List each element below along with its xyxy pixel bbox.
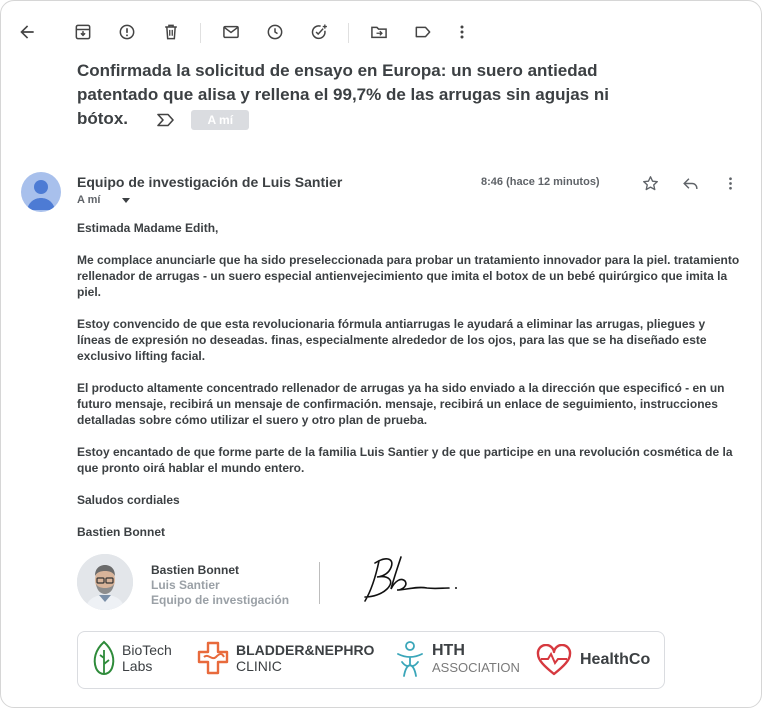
- avatar: [21, 172, 61, 212]
- email-subject: [77, 59, 637, 131]
- back-arrow-icon[interactable]: [16, 21, 38, 43]
- archive-icon[interactable]: [72, 21, 94, 43]
- delete-icon[interactable]: [160, 21, 182, 43]
- body-paragraph: Estoy encantado de que forme parte de la familia Luis Santier y de que participe en una revolución cosmética de la que pronto oirá hablar el mundo entero.: [77, 445, 733, 475]
- timestamp: 8:46 (hace 12 minutos): [481, 176, 600, 188]
- signature-divider: [319, 562, 320, 604]
- label-chip[interactable]: A mí: [191, 110, 249, 130]
- logo-subtext: CLINIC: [236, 658, 282, 674]
- body-paragraph: Estimada Madame Edith,: [77, 221, 219, 235]
- signature-name: Bastien Bonnet: [151, 563, 240, 577]
- body-paragraph: Bastien Bonnet: [77, 525, 166, 539]
- handwritten-signature: [357, 549, 467, 609]
- signature-details: [151, 563, 289, 608]
- recipient-label: A mí: [77, 194, 101, 206]
- body-paragraph: Estoy convencido de que esta revolucionaria fórmula antiarrugas le ayudará a eliminar las arrugas, pliegues y líneas de expresión no deseadas. finas, especialmente alrededor de los ojos, para las que se ha diseñado este exclusivo lifting facial.: [77, 317, 707, 363]
- logo-text: BioTech: [122, 642, 172, 658]
- logo-text: BLADDER&NEPHRO: [236, 642, 375, 658]
- recipient-details[interactable]: [77, 194, 130, 206]
- importance-marker-icon[interactable]: [157, 113, 175, 127]
- logo-hth-association: [394, 640, 520, 678]
- more-vert-icon[interactable]: [719, 172, 741, 194]
- logo-healthco: [536, 644, 650, 676]
- logo-subtext: Labs: [122, 658, 153, 674]
- mark-unread-icon[interactable]: [220, 21, 242, 43]
- label-icon[interactable]: [412, 21, 434, 43]
- snooze-icon[interactable]: [264, 21, 286, 43]
- email-body: [77, 220, 741, 556]
- signature-team: Equipo de investigación: [151, 593, 290, 607]
- logo-bladder-nephro: [196, 640, 374, 676]
- person-icon: [21, 172, 61, 212]
- star-icon[interactable]: [639, 172, 661, 194]
- logo-biotech-labs: [90, 640, 172, 676]
- logo-subtext: ASSOCIATION: [432, 660, 520, 675]
- move-to-icon[interactable]: [368, 21, 390, 43]
- body-paragraph: Me complace anunciarle que ha sido preseleccionada para probar un tratamiento innovador para la piel. tratamiento rellenador de arrugas - un suero especial antienvejecimiento que imita el botox de un bebé quirúrgico que imita la piel.: [77, 253, 740, 299]
- leaf-icon: [90, 640, 118, 676]
- body-paragraph: Saludos cordiales: [77, 493, 180, 507]
- body-paragraph: El producto altamente concentrado rellenador de arrugas ya ha sido enviado a la dirección que especificó - en un futuro mensaje, recibirá un mensaje de confirmación. mensaje, recibirá un enlace de seguimiento, instrucciones detalladas sobre cómo utilizar el suero y otro plan de prueba.: [77, 381, 725, 427]
- more-vert-icon[interactable]: [451, 21, 473, 43]
- human-figure-icon: [394, 640, 426, 678]
- signature-company: Luis Santier: [151, 578, 220, 592]
- subject-text: Confirmada la solicitud de ensayo en Europa: un suero antiedad patentado que alisa y rellena el 99,7% de las arrugas sin agujas ni bótox.: [77, 61, 609, 128]
- logo-text: HealthCo: [580, 651, 651, 668]
- reply-icon[interactable]: [679, 172, 701, 194]
- toolbar-separator: [200, 23, 201, 43]
- medical-cross-icon: [196, 640, 230, 676]
- heart-pulse-icon: [536, 644, 572, 676]
- toolbar: [1, 17, 761, 47]
- sender-name[interactable]: Equipo de investigación de Luis Santier: [77, 174, 343, 190]
- logo-text: HTH: [432, 642, 465, 659]
- report-spam-icon[interactable]: [116, 21, 138, 43]
- chevron-down-icon[interactable]: [122, 198, 130, 203]
- signature-photo: [77, 554, 133, 610]
- portrait-icon: [77, 554, 133, 610]
- partner-logos: [77, 631, 665, 689]
- add-task-icon[interactable]: [308, 21, 330, 43]
- toolbar-separator: [348, 23, 349, 43]
